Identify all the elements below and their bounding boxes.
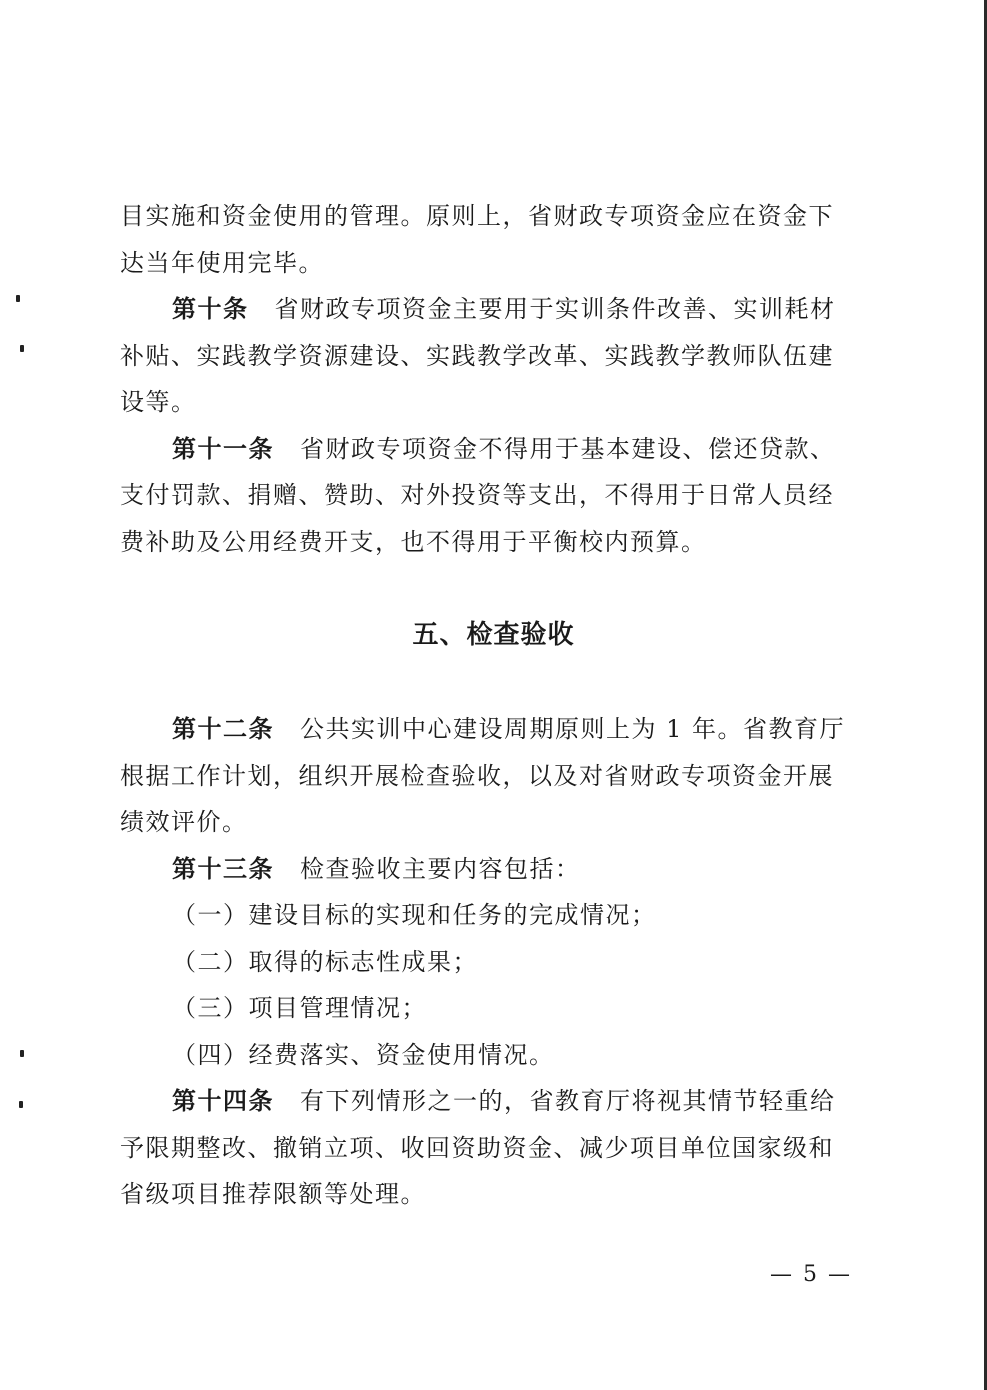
article-label: 第十一条	[172, 433, 274, 463]
list-item: （一）建设目标的实现和任务的完成情况；	[172, 901, 657, 929]
body-line: 费补助及公用经费开支，也不得用于平衡校内预算。	[120, 527, 707, 556]
article-text: 有下列情形之一的，省教育厅将视其情节轻重给	[300, 1087, 836, 1115]
list-item: （三）项目管理情况；	[172, 994, 427, 1022]
list-item: （二）取得的标志性成果；	[172, 947, 478, 976]
scan-speck	[19, 1101, 23, 1108]
scan-speck	[20, 1050, 24, 1057]
article-label: 第十四条	[172, 1086, 274, 1115]
body-line: 绩效评价。	[120, 808, 248, 836]
body-line: 根据工作计划，组织开展检查验收，以及对省财政专项资金开展	[120, 761, 834, 790]
section-heading: 五、检查验收	[412, 620, 575, 650]
article-label: 第十二条	[172, 714, 274, 743]
scan-speck	[20, 345, 24, 352]
article-label: 第十条	[172, 294, 249, 323]
body-line: 予限期整改、撤销立项、收回资助资金、减少项目单位国家级和	[120, 1133, 834, 1162]
list-item: （四）经费落实、资金使用情况。	[172, 1040, 555, 1069]
article-10	[120, 286, 860, 333]
body-line: 目实施和资金使用的管理。原则上，省财政专项资金应在资金下	[120, 202, 834, 230]
body-line: 达当年使用完毕。	[120, 248, 324, 277]
article-text: 检查验收主要内容包括：	[300, 854, 581, 883]
document-body-bottom	[120, 706, 860, 1218]
scan-speck	[16, 295, 20, 302]
body-line: 设等。	[120, 388, 197, 416]
document-body-top	[120, 193, 860, 565]
article-label: 第十三条	[172, 853, 274, 883]
article-14	[120, 1078, 860, 1125]
body-line: 支付罚款、捐赠、赞助、对外投资等支出，不得用于日常人员经	[120, 481, 834, 509]
article-12	[120, 706, 860, 753]
article-text: 公共实训中心建设周期原则上为 1 年。省教育厅	[300, 715, 846, 743]
body-line: 补贴、实践教学资源建设、实践教学改革、实践教学教师队伍建	[120, 341, 834, 370]
article-text: 省财政专项资金不得用于基本建设、偿还贷款、	[300, 434, 836, 463]
article-13	[120, 846, 860, 893]
page-number: — 5 —	[770, 1262, 852, 1287]
body-line: 省级项目推荐限额等处理。	[120, 1180, 426, 1208]
article-11	[120, 426, 860, 473]
article-text: 省财政专项资金主要用于实训条件改善、实训耗材	[274, 295, 836, 323]
